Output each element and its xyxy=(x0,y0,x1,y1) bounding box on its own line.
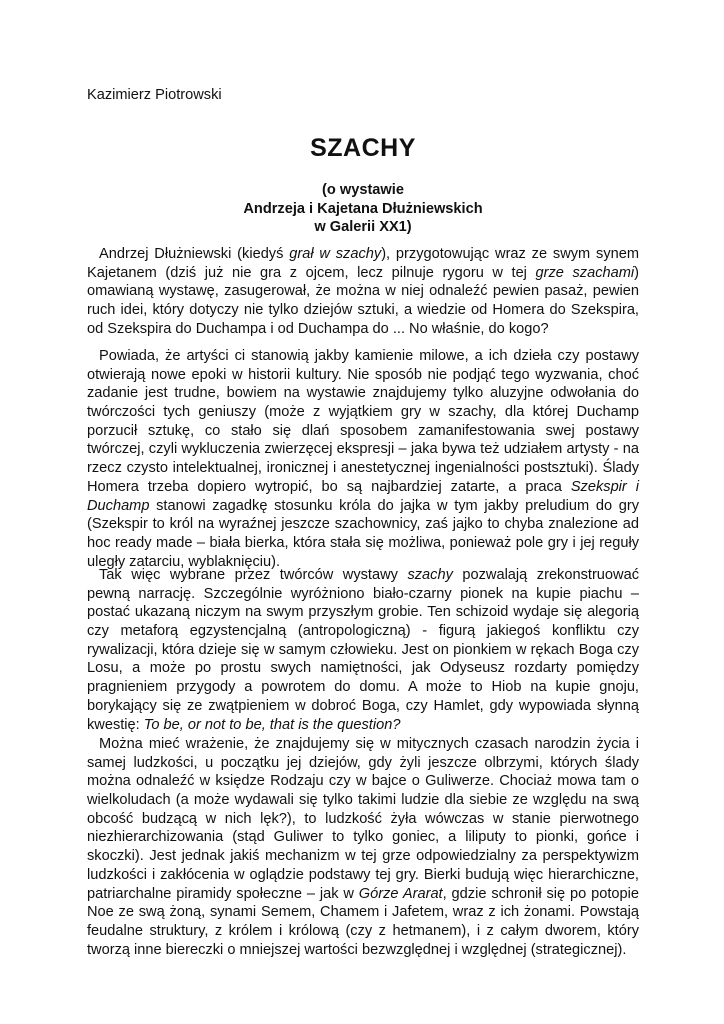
text-line: rzecz czysto intelektualnej, ironicznej i anestetycznej ingenialności postsztuki). Ślady xyxy=(87,460,639,477)
text-line: od Szekspira do Duchampa i od Duchampa do ... No właśnie, do kogo? xyxy=(87,320,549,337)
author-name: Kazimierz Piotrowski xyxy=(87,87,222,103)
text-line: wielkoludach (a może wydawali się tylko takimi ludzie dla siebie ze względu na swą xyxy=(87,792,639,809)
text-line: uległy zatarciu, wyblaknięciu). xyxy=(87,553,281,570)
subtitle-line: (o wystawie xyxy=(322,182,404,198)
text-line: omawianą wystawę, zasugerował, że można w niej odnaleźć pewien pasaż, pewien xyxy=(87,283,639,300)
paragraph-1 xyxy=(87,245,639,338)
text-line: postać ukazaną niczym na swym przyszłym grobie. Ten schizoid wydaje się alegorią xyxy=(87,604,639,621)
text-line: samej ludzkości, u początku jej dziejów, gdy żyli jeszcze olbrzymi, których ślady xyxy=(87,754,639,771)
text-line: czy metaforą egzystencjalną (antropologiczną) - figurą jakiegoś konfliktu czy xyxy=(87,623,639,640)
text-line: twórczej, czyli wykluczenia zwierzęcej ekspresji – jaka bywa też udziałem artysty - na xyxy=(87,441,639,458)
text-line: niezhierarchizowania (stąd Guliwer to tylko goniec, a liliputy to pionki, gońce i xyxy=(87,829,639,846)
text-line: Duchamp stanowi zagadkę stosunku króla do jajka w tym jakby preludium do gry xyxy=(87,497,639,514)
text-line: Powiada, że artyści ci stanowią jakby kamienie milowe, a ich dzieła czy postawy xyxy=(99,348,639,364)
text-line: porzucił sztukę, co stało się dlań sposobem zamanifestowania swej postawy xyxy=(87,422,639,439)
text-line: ruch idei, który dotyczy nie tylko dziejów sztuki, a wiedzie od Homera do Szekspira, xyxy=(87,302,639,319)
text-line: Andrzej Dłużniewski (kiedyś grał w szachy), przygotowując wraz ze swym synem xyxy=(99,246,640,262)
text-line: Tak więc wybrane przez twórców wystawy szachy pozwalają zrekonstruować xyxy=(99,567,639,583)
text-line: Można mieć wrażenie, że znajdujemy się w mitycznych czasach narodzin życia i xyxy=(99,736,639,752)
text-line: rywalizacji, która dzieje się w samym człowieku. Jest on pionkiem w rękach Boga czy xyxy=(87,641,639,658)
subtitle-line: Andrzeja i Kajetana Dłużniewskich xyxy=(243,200,483,217)
text-line: otwierają nowe epoki w historii kultury. Nie sposób nie podjąć tego wyzwania, choć xyxy=(87,366,639,383)
paragraph-4 xyxy=(87,735,639,959)
text-line: zadanie jest trudne, bowiem na wystawie znajdujemy tylko aluzyjne odwołania do xyxy=(87,385,639,402)
text-line: tworzą inne biereczki o mniejszej wartości bezwzględnej i względnej (strategicznej). xyxy=(87,941,627,958)
text-line: Kajetanem (dziś już nie gra z ojcem, lecz pilnuje rygoru w tej grze szachami) xyxy=(87,264,639,281)
page-title: SZACHY xyxy=(310,134,416,162)
text-line: pewną narrację. Szczególnie wyróżniono biało-czarny pionek na kupie piachu – xyxy=(87,585,639,602)
text-line: obcość budzącą w nich lęk?), to ludzkość żyła wówczas w stanie pierwotnego xyxy=(87,810,639,827)
text-line: Homera trzeba dopiero wytropić, bo są najbardziej zatarte, a praca Szekspir i xyxy=(87,478,639,495)
text-line: patriarchalne piramidy społeczne – jak w Górze Ararat, gdzie schronił się po potopie xyxy=(87,885,639,902)
text-line: feudalne struktury, z królem i królową (czy z hetmanem), i z całym dworem, który xyxy=(87,922,639,939)
text-line: kwestię: To be, or not to be, that is the question? xyxy=(87,716,401,733)
subtitle xyxy=(87,181,639,237)
text-line: borykający się ze zwątpieniem w dobroć Boga, czy Hamlet, gdy wypowiada słynną xyxy=(87,697,639,714)
text-line: (Szekspir to król na wyraźnej jeszcze szachownicy, zaś jajko to chyba znalezione ad xyxy=(87,516,639,533)
text-line: hoc ready made – biała bierka, która stała się możliwa, ponieważ pole gry i jej reguły xyxy=(87,534,639,551)
text-line: ludzkości i zakłócenia w oglądzie podstawy tej gry. Bierki budują więc hierarchiczne, xyxy=(87,866,639,883)
text-line: Losu, a może po prostu swych namiętności, jak Odyseusz rozdarty pomiędzy xyxy=(87,660,639,677)
text-line: twórczości tych geniuszy (może z wyjątkiem gry w szachy, dla której Duchamp xyxy=(87,404,639,421)
paragraph-2 xyxy=(87,347,639,571)
text-line: można odnaleźć w księdze Rodzaju czy w bajce o Guliwerze. Chociaż mowa tam o xyxy=(87,773,639,790)
subtitle-line: w Galerii XX1) xyxy=(314,219,412,236)
paragraph-3 xyxy=(87,566,639,734)
text-line: Noe ze swą żoną, synami Semem, Chamem i Jafetem, wraz z ich żonami. Powstają xyxy=(87,904,639,921)
text-line: skoczki). Jest jednak jakiś mechanizm w tej grze odpowiedzialny za perspektywizm xyxy=(87,848,639,865)
text-line: pragnieniem przygody a powrotem do domu. A może to Hiob na kupie gnoju, xyxy=(87,679,639,696)
